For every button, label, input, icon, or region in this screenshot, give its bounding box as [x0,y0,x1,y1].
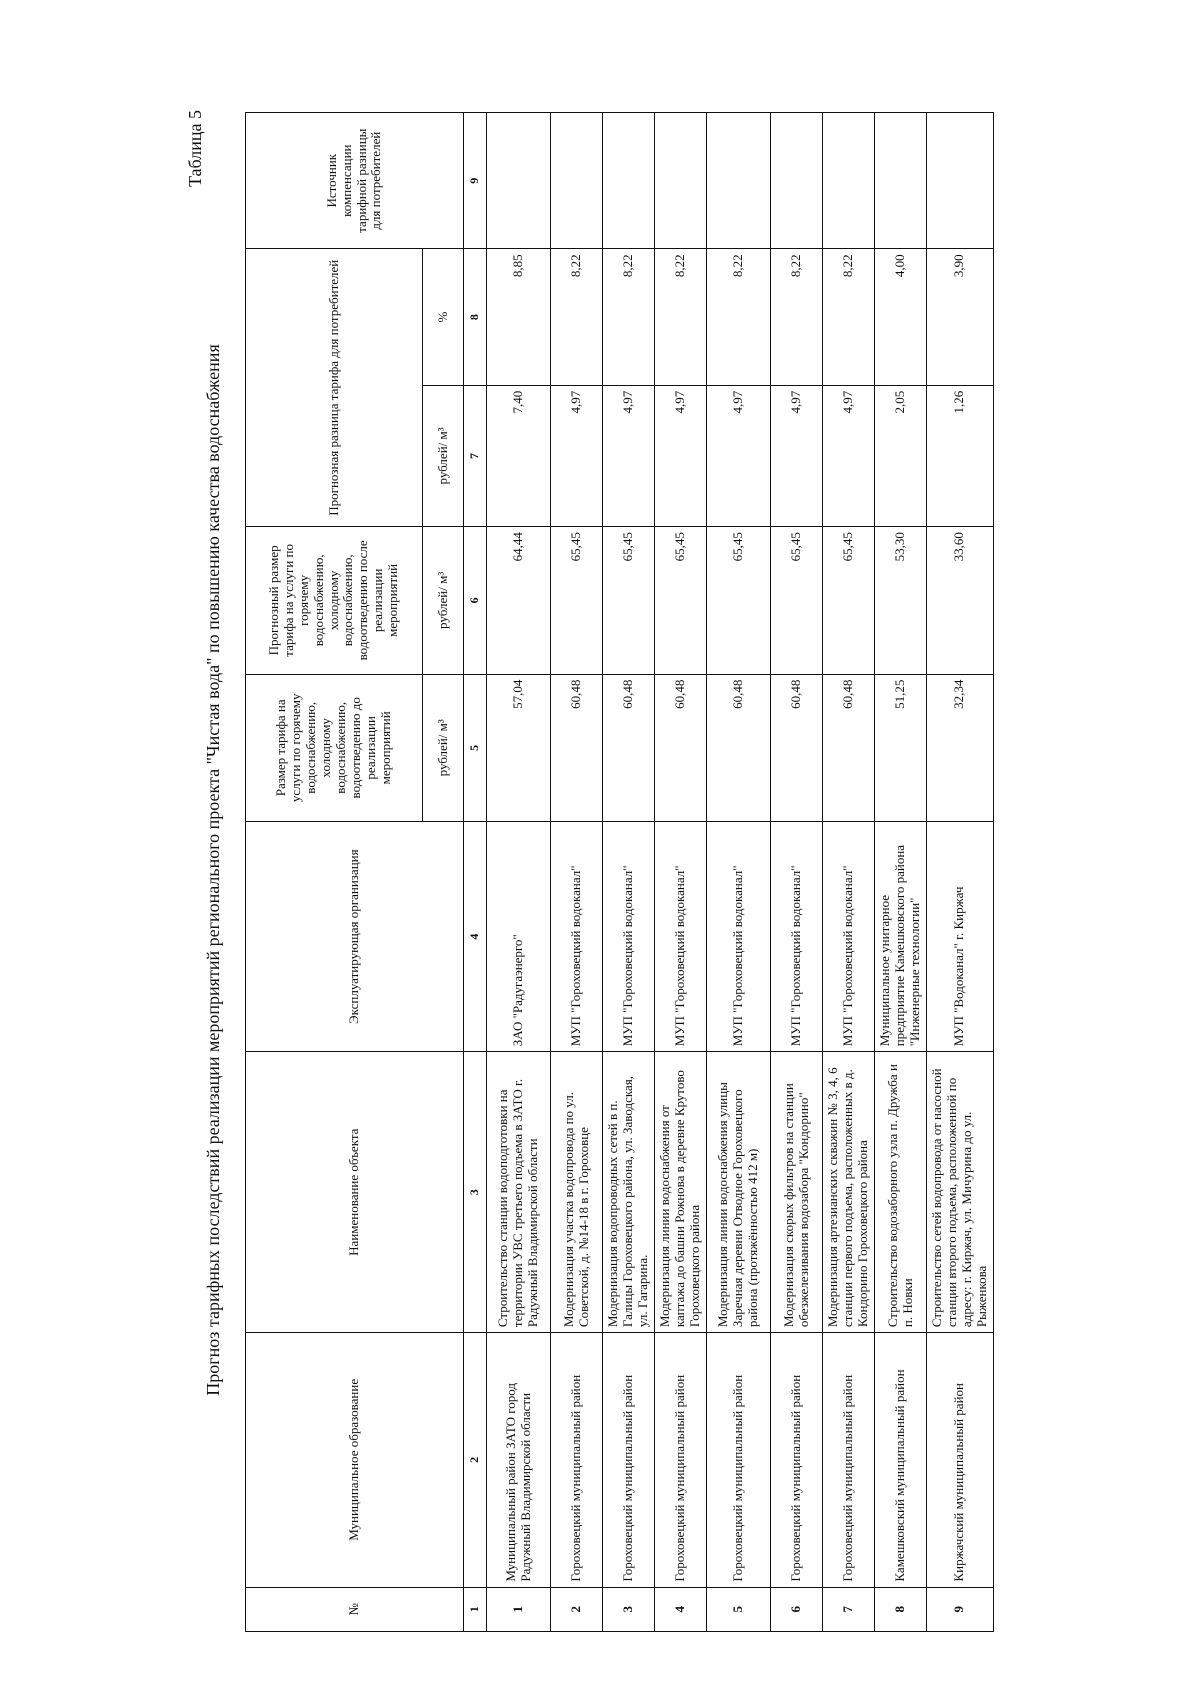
difference-pct-cell: 4,00 [875,249,927,385]
source-cell [927,113,994,249]
source-cell [771,113,823,249]
table-row [655,113,707,1632]
row-number: 6 [771,1587,823,1631]
tariff-before-cell: 60,48 [823,674,875,821]
object-name-cell: Модернизация артезианских скважин № 3, 4, 6 станции первого подъема, расположенных в д. Кондорино Гороховецкого района [823,1052,875,1333]
source-cell [875,113,927,249]
tariff-after-cell: 65,45 [655,527,707,674]
operator-cell: МУП "Гороховецкий водоканал" [707,822,771,1052]
difference-rub-cell: 4,97 [771,385,823,526]
source-cell [823,113,875,249]
row-number: 4 [655,1587,707,1631]
operator-cell: МУП "Гороховецкий водоканал" [771,822,823,1052]
operator-cell: МУП "Гороховецкий водоканал" [603,822,655,1052]
column-number: 7 [464,385,487,526]
municipality-cell: Муниципальный район ЗАТО город Радужный Владимирской области [487,1333,551,1588]
difference-rub-cell: 4,97 [551,385,603,526]
source-cell [655,113,707,249]
difference-rub-cell: 7,40 [487,385,551,526]
object-name-cell: Строительство сетей водопровода от насосной станции второго подъема, расположенной по адресу: г. Киржач, ул. Мичурина до ул. Рыженкова [927,1052,994,1333]
row-number: 8 [875,1587,927,1631]
object-name-cell: Строительство водозаборного узла п. Дружба и п. Новки [875,1052,927,1333]
header-source: Источник компенсации тарифной разницы для потребителей [246,113,464,249]
table-row [551,113,603,1632]
municipality-cell: Гороховецкий муниципальный район [823,1333,875,1588]
difference-pct-cell: 8,22 [707,249,771,385]
header-num: № [246,1587,464,1631]
difference-rub-cell: 4,97 [823,385,875,526]
municipality-cell: Гороховецкий муниципальный район [551,1333,603,1588]
object-name-cell: Строительство станции водоподготовки на территории УВС третьего подъема в ЗАТО г. Радужный Владимирской области [487,1052,551,1333]
column-number: 3 [464,1052,487,1333]
source-cell [551,113,603,249]
document-title: Прогноз тарифных последствий реализации мероприятий регионального проекта "Чистая вода" по повышению качества водоснабжения [203,344,223,1396]
column-number: 2 [464,1333,487,1588]
tariff-before-cell: 60,48 [655,674,707,821]
difference-rub-cell: 4,97 [655,385,707,526]
table-row [875,113,927,1632]
difference-pct-cell: 8,22 [603,249,655,385]
difference-rub-cell: 4,97 [707,385,771,526]
column-number-row [464,113,487,1632]
column-number: 6 [464,527,487,674]
table-row [603,113,655,1632]
table-row [771,113,823,1632]
row-number: 3 [603,1587,655,1631]
tariff-after-cell: 65,45 [823,527,875,674]
table-row [823,113,875,1632]
tariff-before-cell: 60,48 [551,674,603,821]
object-name-cell: Модернизация участка водопровода по ул. Советской, д. №14-18 в г. Гороховце [551,1052,603,1333]
column-number: 1 [464,1587,487,1631]
municipality-cell: Киржачский муниципальный район [927,1333,994,1588]
difference-pct-cell: 8,22 [823,249,875,385]
row-number: 7 [823,1587,875,1631]
header-operator: Эксплуатирующая организация [246,822,464,1052]
header-tariff-after: Прогнозный размер тарифа на услуги по горячему водоснабжению, холодному водоснабжению, водоотведению после реализации мероприятий [246,527,423,674]
table-row [487,113,551,1632]
municipality-cell: Гороховецкий муниципальный район [707,1333,771,1588]
tariff-after-cell: 65,45 [771,527,823,674]
tariff-before-cell: 51,25 [875,674,927,821]
unit-difference-pct: % [423,249,464,385]
source-cell [487,113,551,249]
tariff-after-cell: 33,60 [927,527,994,674]
row-number: 5 [707,1587,771,1631]
tariff-before-cell: 60,48 [771,674,823,821]
column-number: 4 [464,822,487,1052]
municipality-cell: Гороховецкий муниципальный район [655,1333,707,1588]
unit-tariff-before: рублей/ м³ [423,674,464,821]
operator-cell: МУП "Гороховецкий водоканал" [551,822,603,1052]
difference-pct-cell: 8,85 [487,249,551,385]
row-number: 2 [551,1587,603,1631]
tariff-before-cell: 32,34 [927,674,994,821]
difference-pct-cell: 8,22 [771,249,823,385]
difference-pct-cell: 8,22 [551,249,603,385]
source-cell [603,113,655,249]
operator-cell: МУП "Водоканал" г. Киржач [927,822,994,1052]
object-name-cell: Модернизация скорых фильтров на станции обезжелезивания водозабора "Кондорино" [771,1052,823,1333]
table-row [927,113,994,1632]
unit-difference-rub: рублей/ м³ [423,385,464,526]
table-body [487,113,994,1632]
row-number: 1 [487,1587,551,1631]
difference-pct-cell: 3,90 [927,249,994,385]
tariff-before-cell: 60,48 [707,674,771,821]
object-name-cell: Модернизация линии водоснабжения от каптажа до башни Рожнова в деревне Крутово Гороховецкого района [655,1052,707,1333]
municipality-cell: Камешковский муниципальный район [875,1333,927,1588]
tariff-after-cell: 53,30 [875,527,927,674]
municipality-cell: Гороховецкий муниципальный район [771,1333,823,1588]
table-label: Таблица 5 [185,110,205,187]
source-cell [707,113,771,249]
header-municipality: Муниципальное образование [246,1333,464,1588]
object-name-cell: Модернизация водопроводных сетей в п. Галицы Гороховецкого района, ул. Заводская, ул. Гагарина. [603,1052,655,1333]
difference-rub-cell: 4,97 [603,385,655,526]
operator-cell: МУП "Гороховецкий водоканал" [823,822,875,1052]
header-object-name: Наименование объекта [246,1052,464,1333]
municipality-cell: Гороховецкий муниципальный район [603,1333,655,1588]
difference-pct-cell: 8,22 [655,249,707,385]
tariff-before-cell: 60,48 [603,674,655,821]
difference-rub-cell: 2,05 [875,385,927,526]
header-tariff-before: Размер тарифа на услуги по горячему водоснабжению, холодному водоснабжению, водоотведению до реализации мероприятий [246,674,423,821]
tariff-after-cell: 64,44 [487,527,551,674]
operator-cell: ЗАО "Радугаэнерго" [487,822,551,1052]
table-row [707,113,771,1632]
tariff-after-cell: 65,45 [551,527,603,674]
object-name-cell: Модернизация линии водоснабжения улицы Заречная деревни Отводное Гороховецкого района (протяжённостью 412 м) [707,1052,771,1333]
column-number: 5 [464,674,487,821]
difference-rub-cell: 1,26 [927,385,994,526]
column-number: 8 [464,249,487,385]
row-number: 9 [927,1587,994,1631]
operator-cell: Муниципальное унитарное предприятие Камешковского района "Инженерные технологии" [875,822,927,1052]
rotated-sheet [185,100,1075,1640]
header-difference: Прогнозная разница тарифа для потребителей [246,249,423,527]
tariff-after-cell: 65,45 [603,527,655,674]
tariff-before-cell: 57,04 [487,674,551,821]
tariff-table [245,112,994,1632]
operator-cell: МУП "Гороховецкий водоканал" [655,822,707,1052]
column-number: 9 [464,113,487,249]
tariff-after-cell: 65,45 [707,527,771,674]
unit-tariff-after: рублей/ м³ [423,527,464,674]
